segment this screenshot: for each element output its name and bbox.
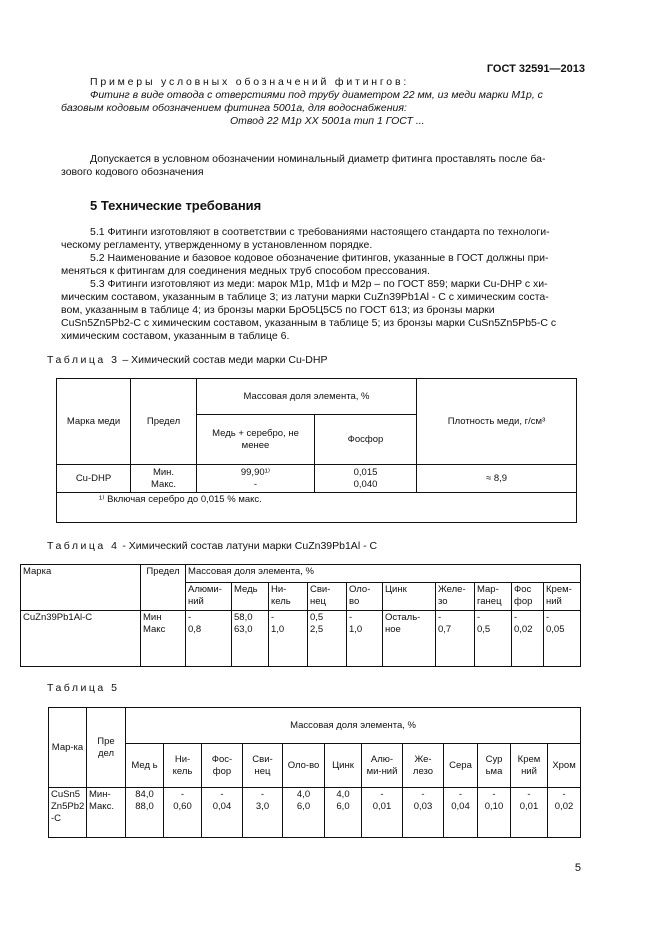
paragraph-line: мическим составом, указанным в таблице 3; из латуни марки CuZn39Pb1Al - C с химическим соста- (61, 291, 549, 303)
header-element: Сви-нец (243, 744, 283, 788)
cell-value: - 0,01 (362, 788, 403, 838)
cell-limits: Мин Макс (141, 611, 186, 667)
cell-value: - 0,04 (202, 788, 243, 838)
header-element: Цинк (325, 744, 362, 788)
cell-phosphorus: 0,015 0,040 (315, 465, 417, 493)
header-mass-fraction: Массовая доля элемента, % (197, 379, 417, 415)
paragraph-line: CuSn5Zn5Pb2-C с химическим составом, указанным в таблице 5; из бронзы марки CuSn5Zn5Pb5-C с (61, 317, 557, 329)
header-element: Крем ний (511, 744, 548, 788)
header-element: Мар-ганец (475, 583, 512, 611)
table-3 (56, 378, 577, 523)
header-density: Плотность меди, г/см³ (417, 379, 577, 465)
example-designation: Отвод 22 М1р XX 5001а тип 1 ГОСТ ... (230, 115, 425, 127)
note-line: зового кодового обозначения (61, 166, 204, 178)
cell-value: - 0,60 (164, 788, 202, 838)
table-caption: Таблица 3 – Химический состав меди марки Cu-DHP (47, 354, 328, 366)
header-grade: Марка (21, 565, 141, 611)
cell-limits: Мин- Макс. (87, 788, 126, 838)
cell-value: - 0,05 (544, 611, 581, 667)
header-element: Фос-фор (202, 744, 243, 788)
header-element: Фос фор (512, 583, 544, 611)
header-limit: Предел (141, 565, 186, 611)
paragraph-line: химическим составом, указанным в таблице 6. (61, 330, 290, 342)
header-element: Оло-во (283, 744, 325, 788)
header-mass-fraction: Массовая доля элемента, % (126, 708, 581, 744)
cell-value: - 0,5 (475, 611, 512, 667)
table-caption: Таблица 4 - Химический состав латуни марки CuZn39Pb1Al - C (47, 540, 378, 552)
cell-value: 4,0 6,0 (325, 788, 362, 838)
header-limit: Пре дел (87, 708, 126, 788)
cell-density: ≈ 8,9 (417, 465, 577, 493)
cell-value: - 0,02 (512, 611, 544, 667)
header-element: Ни-кель (164, 744, 202, 788)
cell-grade: CuSn5 Zn5Pb2 -C (49, 788, 87, 838)
examples-title: Примеры условных обозначений фитингов: (90, 76, 410, 88)
table-caption: Таблица 5 (47, 682, 120, 694)
section-title: 5 Технические требования (90, 198, 262, 213)
paragraph-line: вом, указанным в таблице 4; из бронзы марки БрО5Ц5С5 по ГОСТ 613; из бронзы марки (61, 304, 495, 316)
paragraph-line: ческому регламенту, утвержденному в установленном порядке. (61, 239, 373, 251)
table-footnote: ¹⁾ Включая серебро до 0,015 % макс. (57, 493, 577, 523)
header-mass-fraction: Массовая доля элемента, % (186, 565, 581, 583)
header-element: Мед ь (126, 744, 164, 788)
header-element: Алю-ми-ний (362, 744, 403, 788)
header-element: Сера (444, 744, 478, 788)
cell-value: - 0,10 (478, 788, 511, 838)
header-copper-silver: Медь + серебро, не менее (197, 415, 315, 465)
paragraph-line: меняться к фитингам для соединения медных труб способом прессования. (61, 265, 430, 277)
header-element: Сви-нец (308, 583, 347, 611)
paragraph-line: 5.2 Наименование и базовое кодовое обозначение фитингов, указанные в ГОСТ должны при- (90, 252, 549, 264)
cell-grade: CuZn39Pb1Al-C (21, 611, 141, 667)
header-element: Оло-во (347, 583, 383, 611)
cell-value: - 1,0 (347, 611, 383, 667)
header-element: Же-лезо (403, 744, 444, 788)
cell-value: 4,0 6,0 (283, 788, 325, 838)
cell-value: - 0,03 (403, 788, 444, 838)
header-phosphorus: Фосфор (315, 415, 417, 465)
header-limit: Предел (131, 379, 197, 465)
header-element: Хром (548, 744, 581, 788)
header-element: Сур ьма (478, 744, 511, 788)
cell-value: - 0,04 (444, 788, 478, 838)
header-element: Крем-ний (544, 583, 581, 611)
note-line: Допускается в условном обозначении номинальный диаметр фитинга проставлять после ба- (90, 153, 546, 165)
example-line: Фитинг в виде отвода с отверстиями под трубу диаметром 22 мм, из меди марки М1р, с (90, 89, 543, 101)
cell-value: - 0,7 (436, 611, 475, 667)
header-element: Ни-кель (269, 583, 308, 611)
cell-limits: Мин. Макс. (131, 465, 197, 493)
cell-value: - 0,8 (186, 611, 232, 667)
table-5 (48, 707, 581, 838)
cell-value: - 3,0 (243, 788, 283, 838)
header-grade: Марка меди (57, 379, 131, 465)
cell-value: - 1,0 (269, 611, 308, 667)
table-4 (20, 564, 581, 667)
cell-value: - 0,02 (548, 788, 581, 838)
cell-value: - 0,01 (511, 788, 548, 838)
document-id: ГОСТ 32591—2013 (486, 63, 585, 75)
cell-value: 0,5 2,5 (308, 611, 347, 667)
header-grade: Мар-ка (49, 708, 87, 788)
cell-value: Осталь- ное (383, 611, 436, 667)
header-element: Алюми-ний (186, 583, 232, 611)
cell-value: 58,0 63,0 (232, 611, 269, 667)
header-element: Медь (232, 583, 269, 611)
cell-value: 84,0 88,0 (126, 788, 164, 838)
paragraph-line: 5.1 Фитинги изготовляют в соответствии с требованиями настоящего стандарта по технологи- (90, 226, 550, 238)
header-element: Желе-зо (436, 583, 475, 611)
page-number: 5 (574, 862, 581, 874)
paragraph-line: 5.3 Фитинги изготовляют из меди: марок М1р, М1ф и М2р – по ГОСТ 859; марки Cu-DHP с хи- (90, 278, 548, 290)
example-line: базовым кодовым обозначением фитинга 5001а, для водоснабжения: (61, 102, 407, 114)
cell-copper: 99,90¹⁾ - (197, 465, 315, 493)
cell-grade: Cu-DHP (57, 465, 131, 493)
header-element: Цинк (383, 583, 436, 611)
